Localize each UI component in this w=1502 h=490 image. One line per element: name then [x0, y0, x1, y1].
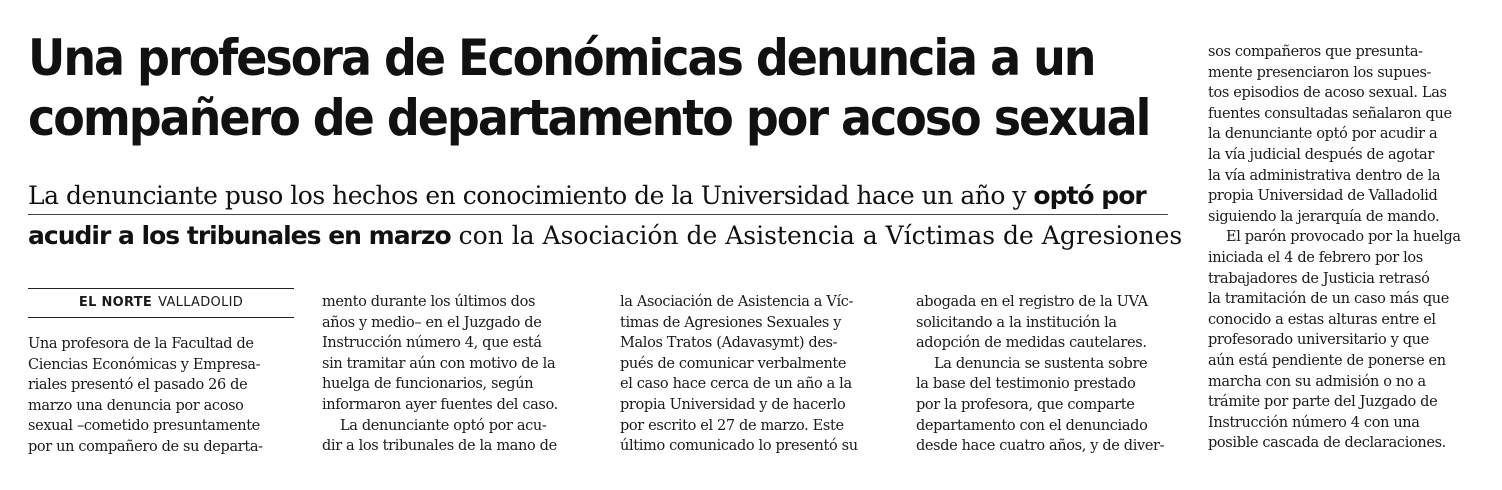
text-line: mento durante los últimos dos — [322, 294, 536, 310]
text-line: trabajadores de Justicia retrasó — [1208, 270, 1430, 287]
text-line: Instrucción número 4 con una — [1208, 414, 1420, 431]
text-line: La denunciante optó por acu- — [340, 417, 547, 434]
text-line: huelga de funcionarios, según — [322, 376, 534, 393]
text-line: la Asociación de Asistencia a Víc- — [620, 294, 854, 310]
text-line: por un compañero de su departa- — [28, 438, 263, 455]
text-line: sexual –cometido presuntamente — [28, 418, 260, 435]
article-column-4 — [916, 292, 1184, 457]
text-line: el caso hace cerca de un año a la — [620, 376, 852, 393]
text-line: conocido a estas alturas entre el — [1208, 311, 1436, 328]
text-line: aún está pendiente de ponerse en — [1208, 352, 1446, 369]
text-line: dir a los tribunales de la mano de — [322, 438, 557, 455]
text-line: último comunicado lo presentó su — [620, 438, 858, 455]
text-line: La denuncia se sustenta sobre — [934, 355, 1148, 372]
text-line: solicitando a la institución la — [916, 314, 1117, 331]
text-line: fuentes consultadas señalaron que — [1208, 105, 1452, 122]
subheadline-line — [28, 176, 1168, 216]
text-line: la denunciante optó por acudir a — [1208, 126, 1438, 143]
headline-line: compañero de departamento por acoso sexual — [28, 89, 1150, 147]
text-line: riales presentó el pasado 26 de — [28, 377, 248, 394]
text-line: El parón provocado por la huelga — [1226, 229, 1461, 246]
text-line: mente presenciaron los supues- — [1208, 64, 1432, 81]
text-line: por escrito el 27 de marzo. Este — [620, 417, 844, 434]
text-line: iniciada el 4 de febrero por los — [1208, 249, 1423, 266]
text-line: sin tramitar aún con motivo de la — [322, 355, 556, 372]
text-line: profesorado universitario y que — [1208, 332, 1429, 349]
text-line: por la profesora, que comparte — [916, 396, 1135, 413]
byline-agency: EL NORTE — [78, 295, 153, 310]
subheadline — [28, 176, 1183, 256]
text-line: años y medio– en el Juzgado de — [322, 314, 542, 331]
headline-line: Una profesora de Económicas denuncia a un — [28, 29, 1095, 87]
text-line: trámite por parte del Juzgado de — [1208, 394, 1438, 411]
text-line: adopción de medidas cautelares. — [916, 335, 1147, 352]
text-line: siguiendo la jerarquía de mando. — [1208, 208, 1440, 225]
article-column-1 — [28, 334, 296, 458]
byline — [28, 288, 294, 318]
text-line: desde hace cuatro años, y de diver- — [916, 438, 1165, 455]
text-line: departamento con el denunciado — [916, 417, 1148, 434]
text-line: sos compañeros que presunta- — [1208, 44, 1423, 60]
text-line: timas de Agresiones Sexuales y — [620, 314, 842, 331]
subheadline-divider — [28, 214, 1168, 215]
text-line: la vía administrativa dentro de la — [1208, 167, 1441, 184]
article-column-2 — [322, 292, 590, 457]
headline — [28, 28, 1150, 148]
byline-city: VALLADOLID — [158, 295, 244, 310]
subheadline-emphasis: optó por — [1033, 181, 1146, 210]
text-line: posible cascada de declaraciones. — [1208, 435, 1446, 452]
text-line: abogada en el registro de la UVA — [916, 294, 1148, 310]
text-line: informaron ayer fuentes del caso. — [322, 396, 558, 413]
subheadline-text: con la Asociación de Asistencia a Víctimas de Agresiones — [450, 221, 1183, 250]
text-line: propia Universidad y de hacerlo — [620, 396, 846, 413]
subheadline-emphasis: acudir a los tribunales en marzo — [28, 221, 451, 250]
article-column-5 — [1208, 42, 1480, 454]
text-line: Instrucción número 4, que está — [322, 335, 542, 352]
subheadline-text: La denunciante puso los hechos en conocimiento de la Universidad hace un año y — [28, 181, 1034, 210]
text-line: marcha con su admisión o no a — [1208, 373, 1426, 390]
text-line: Una profesora de la Facultad de — [28, 336, 254, 352]
text-line: pués de comunicar verbalmente — [620, 355, 847, 372]
text-line: la tramitación de un caso más que — [1208, 291, 1449, 308]
text-line: tos episodios de acoso sexual. Las — [1208, 85, 1447, 102]
article-column-3 — [620, 292, 890, 457]
text-line: propia Universidad de Valladolid — [1208, 188, 1438, 205]
text-line: la vía judicial después de agotar — [1208, 146, 1434, 163]
subheadline-line — [28, 216, 1183, 256]
text-line: Malos Tratos (Adavasymt) des- — [620, 335, 838, 352]
text-line: Ciencias Económicas y Empresa- — [28, 356, 261, 373]
text-line: marzo una denuncia por acoso — [28, 397, 244, 414]
text-line: la base del testimonio prestado — [916, 376, 1136, 393]
